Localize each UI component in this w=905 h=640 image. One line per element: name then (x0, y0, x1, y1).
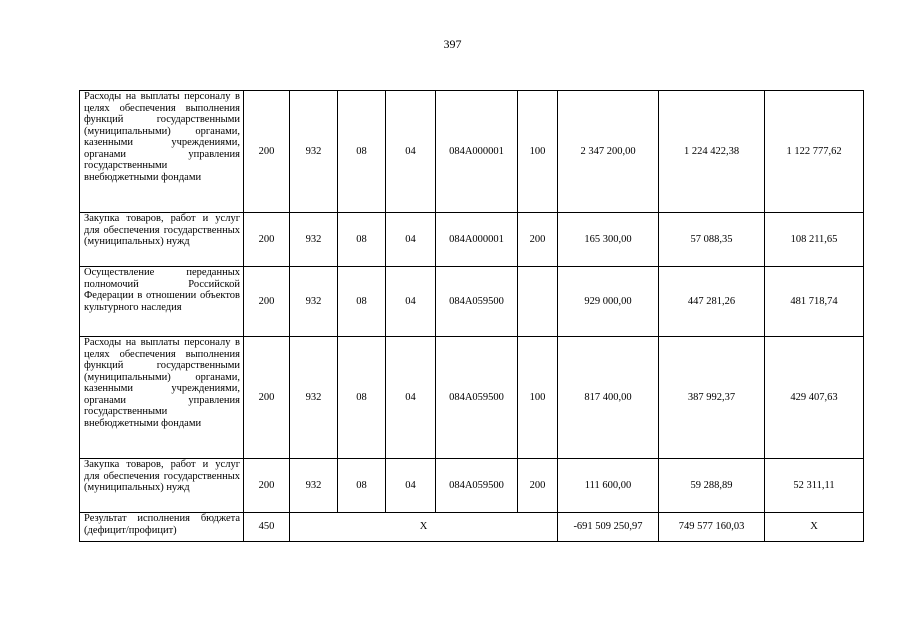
line-code: 200 (244, 459, 290, 513)
target-code: 084А059500 (436, 459, 518, 513)
row-name: Закупка товаров, работ и услуг для обеспечения государственных (муниципальных) нужд (80, 459, 244, 513)
table-row (80, 91, 864, 213)
classification-mark: X (290, 513, 558, 542)
admin-code: 932 (290, 459, 338, 513)
result-name: Результат исполнения бюджета (дефицит/профицит) (80, 513, 244, 542)
section-code: 08 (338, 337, 386, 459)
executed-amount: 57 088,35 (659, 213, 765, 267)
unexecuted-amount: 1 122 777,62 (765, 91, 864, 213)
expense-type-code: 100 (518, 91, 558, 213)
expense-type-code: 200 (518, 459, 558, 513)
executed-amount: 59 288,89 (659, 459, 765, 513)
executed-amount: 447 281,26 (659, 267, 765, 337)
expense-type-code: 100 (518, 337, 558, 459)
executed-amount: 387 992,37 (659, 337, 765, 459)
unexecuted-amount: 52 311,11 (765, 459, 864, 513)
table-row (80, 459, 864, 513)
row-name: Закупка товаров, работ и услуг для обеспечения государственных (муниципальных) нужд (80, 213, 244, 267)
table-row (80, 213, 864, 267)
section-code: 08 (338, 459, 386, 513)
target-code: 084А000001 (436, 91, 518, 213)
line-code: 450 (244, 513, 290, 542)
approved-amount: 2 347 200,00 (558, 91, 659, 213)
unexecuted-amount: 429 407,63 (765, 337, 864, 459)
executed-amount: 749 577 160,03 (659, 513, 765, 542)
unexecuted-amount: X (765, 513, 864, 542)
page-number: 397 (443, 37, 462, 51)
expense-type-code (518, 267, 558, 337)
budget-execution-table (79, 90, 864, 542)
row-name: Осуществление переданных полномочий Российской Федерации в отношении объектов культурного наследия (80, 267, 244, 337)
admin-code: 932 (290, 267, 338, 337)
section-code: 08 (338, 267, 386, 337)
approved-amount: 111 600,00 (558, 459, 659, 513)
target-code: 084А059500 (436, 267, 518, 337)
approved-amount: 165 300,00 (558, 213, 659, 267)
approved-amount: 929 000,00 (558, 267, 659, 337)
subsection-code: 04 (386, 337, 436, 459)
admin-code: 932 (290, 91, 338, 213)
row-name: Расходы на выплаты персоналу в целях обеспечения выполнения функций государственными (муниципальными) органами, казенными учреждениями, органами управления государственными внебюджетными фондами (80, 91, 244, 213)
result-row (80, 513, 864, 542)
subsection-code: 04 (386, 267, 436, 337)
section-code: 08 (338, 213, 386, 267)
approved-amount: -691 509 250,97 (558, 513, 659, 542)
section-code: 08 (338, 91, 386, 213)
target-code: 084А000001 (436, 213, 518, 267)
subsection-code: 04 (386, 459, 436, 513)
row-name: Расходы на выплаты персоналу в целях обеспечения выполнения функций государственными (муниципальными) органами, казенными учреждениями, органами управления государственными внебюджетными фондами (80, 337, 244, 459)
unexecuted-amount: 481 718,74 (765, 267, 864, 337)
admin-code: 932 (290, 337, 338, 459)
line-code: 200 (244, 337, 290, 459)
line-code: 200 (244, 91, 290, 213)
executed-amount: 1 224 422,38 (659, 91, 765, 213)
subsection-code: 04 (386, 91, 436, 213)
line-code: 200 (244, 213, 290, 267)
table-row (80, 267, 864, 337)
approved-amount: 817 400,00 (558, 337, 659, 459)
line-code: 200 (244, 267, 290, 337)
subsection-code: 04 (386, 213, 436, 267)
expense-type-code: 200 (518, 213, 558, 267)
target-code: 084А059500 (436, 337, 518, 459)
admin-code: 932 (290, 213, 338, 267)
unexecuted-amount: 108 211,65 (765, 213, 864, 267)
table-row (80, 337, 864, 459)
